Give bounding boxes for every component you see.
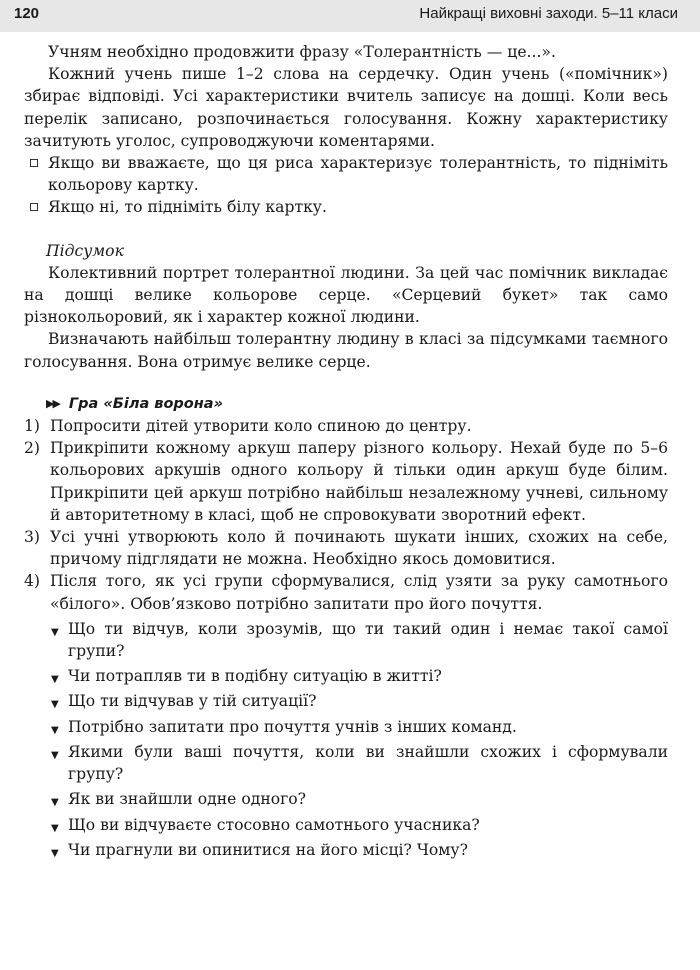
question-text: Що ви відчуваєте стосовно самотнього учасника?	[68, 815, 480, 834]
down-triangle-icon: ▼	[51, 699, 59, 711]
down-triangle-icon: ▼	[51, 626, 59, 638]
step-text: Після того, як усі групи сформувалися, слід узяти за руку самотнього «білого». Обов’язково потрібно запитати про його почуття.	[50, 572, 668, 613]
down-triangle-icon: ▼	[51, 797, 59, 809]
question-item	[24, 741, 668, 785]
down-triangle-icon: ▼	[51, 847, 59, 859]
page-header	[0, 0, 700, 32]
summary-heading: Підсумок	[46, 241, 124, 260]
game-step	[24, 415, 668, 437]
page-content	[24, 41, 668, 864]
step-text: Прикріпити кожному аркуш паперу різного кольору. Нехай буде по 5–6 кольорових аркушів одного кольору й тільки один аркуш буде білим. Прикріпити цей аркуш потрібно найбільш незалежному учневі, сильному й авторитетному в класі, щоб не спровокувати зворотний ефект.	[50, 439, 668, 524]
question-item	[24, 665, 668, 687]
down-triangle-icon: ▼	[51, 749, 59, 761]
game-step	[24, 437, 668, 526]
step-text: Попросити дітей утворити коло спиною до центру.	[50, 417, 472, 436]
summary-paragraph-1: Колективний портрет толерантної людини. За цей час помічник викладає на дошці велике кольорове серце. «Серцевий букет» так само різнокольоровий, як і характер кожної людини.	[24, 263, 668, 327]
question-item	[24, 690, 668, 712]
summary-paragraph-2: Визначають найбільш толерантну людину в класі за підсумками таємного голосування. Вона отримує велике серце.	[24, 330, 668, 371]
game-heading-text: Гра «Біла ворона»	[68, 395, 223, 412]
intro-paragraph-1: Учням необхідно продовжити фразу «Толерантність — це...».	[48, 43, 556, 61]
step-number: 2)	[24, 439, 41, 458]
down-triangle-icon: ▼	[51, 822, 59, 834]
vote-option-text: Якщо ні, то підніміть білу картку.	[48, 198, 327, 217]
game-step	[24, 570, 668, 614]
question-text: Що ти відчув, коли зрозумів, що ти такий один і немає такої самої групи?	[68, 619, 668, 661]
square-bullet-icon	[30, 203, 38, 211]
question-text: Потрібно запитати про почуття учнів з інших команд.	[68, 717, 517, 736]
question-text: Якими були ваші почуття, коли ви знайшли схожих і сформували групу?	[68, 742, 668, 784]
question-item	[24, 839, 668, 861]
question-text: Чи прагнули ви опинитися на його місці? Чому?	[68, 840, 468, 859]
question-text: Як ви знайшли одне одного?	[68, 790, 307, 809]
step-number: 4)	[24, 572, 41, 591]
intro-paragraph-2: Кожний учень пише 1–2 слова на сердечку. Один учень («помічник») збирає відповіді. Усі характеристики вчитель записує на дошці. Коли весь перелік записано, розпочинається голосування. Кожну характеристику зачитують уголос, супроводжуючи коментарями.	[24, 65, 668, 150]
running-title: Найкращі виховні заходи. 5–11 класи	[419, 5, 678, 22]
question-item	[24, 618, 668, 662]
vote-option-colored	[24, 152, 668, 196]
down-triangle-icon: ▼	[51, 674, 59, 686]
down-triangle-icon: ▼	[51, 724, 59, 736]
question-text: Що ти відчував у тій ситуації?	[68, 692, 317, 711]
step-number: 3)	[24, 528, 41, 547]
vote-option-white	[24, 196, 668, 218]
double-arrow-icon: ▶▶	[46, 396, 59, 410]
page-number: 120	[14, 5, 40, 22]
step-text: Усі учні утворюють коло й починають шукати інших, схожих на себе, причому підглядати не можна. Необхідно якось домовитися.	[50, 528, 668, 569]
game-heading	[46, 393, 668, 415]
question-item	[24, 716, 668, 738]
square-bullet-icon	[30, 159, 38, 167]
question-item	[24, 788, 668, 810]
game-step	[24, 526, 668, 570]
question-item	[24, 814, 668, 836]
step-number: 1)	[24, 417, 41, 436]
question-text: Чи потрапляв ти в подібну ситуацію в житті?	[68, 667, 442, 686]
vote-option-text: Якщо ви вважаєте, що ця риса характеризує толерантність, то підніміть кольорову картку.	[48, 154, 668, 195]
